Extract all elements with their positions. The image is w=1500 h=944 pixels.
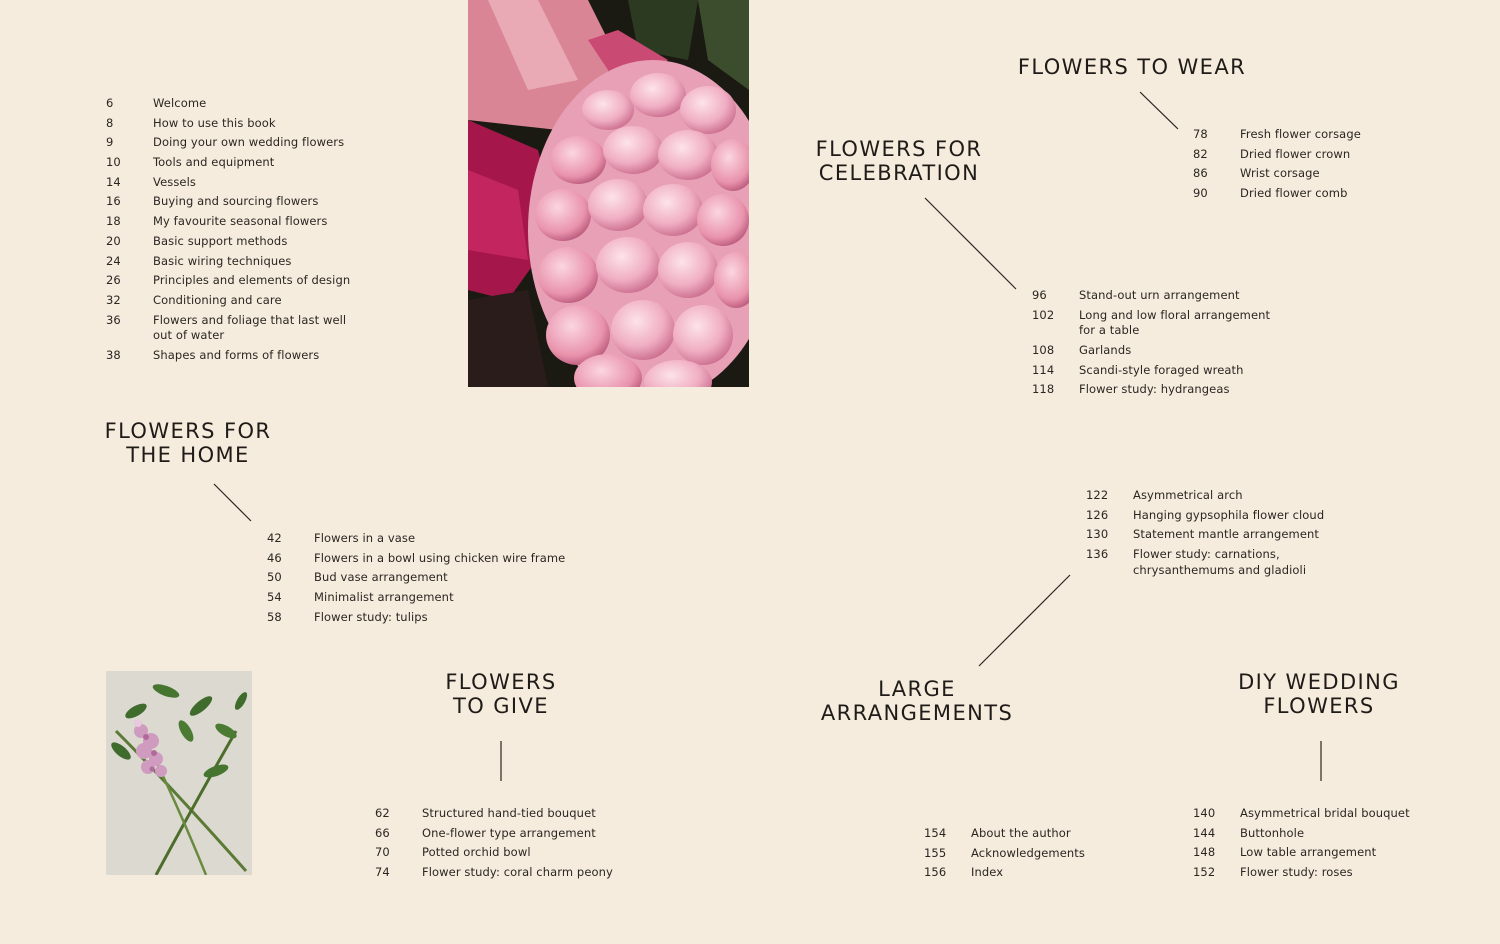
page-number: 140 <box>1193 806 1216 820</box>
endmatter-entry-list <box>924 826 1085 885</box>
toc-entry <box>106 293 350 309</box>
page-number: 20 <box>106 233 121 248</box>
entry-title-line-1: Doing your own wedding flowers <box>153 135 345 150</box>
toc-entry <box>106 234 350 250</box>
give-entry-list <box>375 806 613 885</box>
page-number: 70 <box>375 845 390 860</box>
entry-title-line-1: About the author <box>971 826 1071 840</box>
celebration-heading <box>789 137 1009 185</box>
entry-title-line-1: Scandi-style foraged wreath <box>1079 362 1244 377</box>
entry-title-line-2: for a table <box>1079 323 1140 338</box>
entry-title-line-1: Statement mantle arrangement <box>1133 527 1320 542</box>
page-number: 144 <box>1193 825 1216 840</box>
page-number: 148 <box>1193 845 1216 860</box>
entry-title-line-1: Flowers in a vase <box>314 531 416 545</box>
page-number: 36 <box>106 312 121 327</box>
toc-entry <box>106 135 350 151</box>
celebration-entry-list <box>1032 288 1270 402</box>
entry-title-line-2: chrysanthemums and gladioli <box>1133 562 1307 577</box>
page-number: 78 <box>1193 127 1208 141</box>
entry-title-line-1: Shapes and forms of flowers <box>153 347 320 362</box>
toc-entry <box>106 313 350 344</box>
entry-title-line-1: Potted orchid bowl <box>422 845 531 860</box>
toc-entry <box>106 273 350 289</box>
wedding-heading-line-1: DIY WEDDING <box>1238 670 1400 694</box>
entry-title <box>1133 547 1306 578</box>
entry-title-line-1: Principles and elements of design <box>153 273 351 288</box>
page-number: 54 <box>267 590 282 605</box>
entry-title-line-1: Low table arrangement <box>1240 845 1377 860</box>
entry-title-line-1: Basic wiring techniques <box>153 253 292 268</box>
page-number: 136 <box>1086 547 1109 562</box>
entry-title <box>153 234 287 250</box>
entry-title <box>1240 865 1353 881</box>
entry-title <box>1240 806 1410 822</box>
toc-entry <box>106 175 350 191</box>
toc-entry <box>375 865 613 881</box>
wear-heading <box>1002 55 1262 79</box>
page-number: 86 <box>1193 166 1208 181</box>
wedding-heading-line-2: FLOWERS <box>1263 694 1375 718</box>
entry-title-line-1: One-flower type arrangement <box>422 825 596 840</box>
page-number: 50 <box>267 570 282 585</box>
page-number: 154 <box>924 826 947 840</box>
entry-title-line-1: Vessels <box>153 174 196 189</box>
page-number: 90 <box>1193 186 1208 201</box>
page-number: 26 <box>106 273 121 288</box>
entry-title-line-1: Conditioning and care <box>153 292 282 307</box>
entry-title-line-1: Structured hand-tied bouquet <box>422 806 596 820</box>
page-number: 9 <box>106 135 114 150</box>
page-number: 46 <box>267 550 282 565</box>
page-number: 6 <box>106 96 114 110</box>
toc-entry <box>1086 547 1324 578</box>
toc-entry <box>924 826 1085 842</box>
toc-entry <box>1032 382 1270 398</box>
entry-title-line-1: Long and low floral arrangement <box>1079 307 1271 322</box>
toc-entry <box>106 254 350 270</box>
page-number: 114 <box>1032 362 1055 377</box>
page-number: 24 <box>106 253 121 268</box>
entry-title <box>971 846 1085 862</box>
page-number: 66 <box>375 825 390 840</box>
toc-entry <box>1193 166 1361 182</box>
entry-title <box>314 590 454 606</box>
entry-title <box>314 531 415 547</box>
entry-title-line-1: Dried flower comb <box>1240 186 1348 201</box>
page-number: 32 <box>106 292 121 307</box>
entry-title <box>153 214 327 230</box>
home-connector-line <box>214 484 251 521</box>
entry-title-line-1: Garlands <box>1079 342 1132 357</box>
toc-entry <box>1193 826 1410 842</box>
entry-title-line-1: Wrist corsage <box>1240 166 1320 181</box>
page-number: 62 <box>375 806 390 820</box>
toc-entry <box>106 116 350 132</box>
page-number: 8 <box>106 115 114 130</box>
entry-title <box>153 273 350 289</box>
dahlia-illustration <box>468 0 749 387</box>
entry-title <box>314 610 428 626</box>
entry-title-line-1: Acknowledgements <box>971 845 1085 860</box>
entry-title-line-1: Bud vase arrangement <box>314 570 448 585</box>
entry-title <box>422 826 596 842</box>
entry-title <box>153 175 196 191</box>
home-heading <box>88 419 288 467</box>
page-number: 156 <box>924 865 947 880</box>
entry-title-line-1: Buying and sourcing flowers <box>153 194 319 209</box>
entry-title <box>153 293 282 309</box>
toc-entry <box>1086 488 1324 504</box>
toc-entry <box>375 845 613 861</box>
entry-title <box>1240 166 1320 182</box>
entry-title-line-2: out of water <box>153 328 225 343</box>
toc-entry <box>375 806 613 822</box>
entry-title <box>1133 508 1324 524</box>
stock-flower-illustration <box>106 671 252 875</box>
wear-entry-list <box>1193 127 1361 206</box>
entry-title <box>1240 186 1348 202</box>
wedding-entry-list <box>1193 806 1410 885</box>
entry-title <box>1133 488 1243 504</box>
page-number: 108 <box>1032 342 1055 357</box>
toc-entry <box>924 865 1085 881</box>
entry-title-line-1: Asymmetrical arch <box>1133 488 1243 502</box>
entry-title-line-1: Flower study: roses <box>1240 865 1353 880</box>
page-number: 102 <box>1032 307 1055 322</box>
entry-title <box>1079 343 1131 359</box>
page-number: 118 <box>1032 382 1055 397</box>
large-heading-line-1: LARGE <box>878 677 956 701</box>
toc-entry <box>267 570 565 586</box>
toc-entry <box>106 214 350 230</box>
toc-entry <box>1032 308 1270 339</box>
page-number: 152 <box>1193 865 1216 880</box>
entry-title <box>1079 363 1244 379</box>
entry-title <box>422 806 596 822</box>
entry-title-line-1: How to use this book <box>153 115 276 130</box>
entry-title <box>153 313 346 344</box>
toc-entry <box>267 590 565 606</box>
toc-entry <box>267 551 565 567</box>
toc-entry <box>106 348 350 364</box>
entry-title <box>971 865 1003 881</box>
toc-entry <box>1032 363 1270 379</box>
entry-title <box>1079 288 1240 304</box>
entry-title <box>1240 826 1304 842</box>
toc-entry <box>267 610 565 626</box>
page-number: 10 <box>106 155 121 170</box>
page-number: 38 <box>106 347 121 362</box>
celebration-heading-line-1: FLOWERS FOR <box>815 137 983 161</box>
page-number: 14 <box>106 174 121 189</box>
wear-connector-line <box>1140 92 1178 129</box>
page-number: 130 <box>1086 527 1109 542</box>
large-entry-list <box>1086 488 1324 582</box>
page-number: 82 <box>1193 146 1208 161</box>
dahlia-photo <box>468 0 749 387</box>
intro-entry-list <box>106 96 350 367</box>
entry-title-line-1: Tools and equipment <box>153 155 275 170</box>
entry-title-line-1: Flower study: carnations, <box>1133 547 1280 562</box>
entry-title-line-1: Dried flower crown <box>1240 146 1351 161</box>
entry-title <box>1133 527 1319 543</box>
entry-title-line-1: Asymmetrical bridal bouquet <box>1240 806 1410 820</box>
entry-title-line-1: Flower study: hydrangeas <box>1079 382 1230 397</box>
home-entry-list <box>267 531 565 629</box>
celebration-heading-line-2: CELEBRATION <box>818 161 980 185</box>
entry-title-line-1: Flowers in a bowl using chicken wire frame <box>314 550 566 565</box>
entry-title-line-1: My favourite seasonal flowers <box>153 214 328 229</box>
entry-title <box>1240 127 1361 143</box>
toc-entry <box>1032 343 1270 359</box>
page-number: 18 <box>106 214 121 229</box>
entry-title <box>153 155 274 171</box>
entry-title-line-1: Index <box>971 865 1004 880</box>
large-connector-line <box>979 575 1070 666</box>
toc-entry <box>375 826 613 842</box>
page-number: 74 <box>375 865 390 880</box>
toc-entry <box>106 96 350 112</box>
entry-title <box>153 96 206 112</box>
toc-entry <box>1032 288 1270 304</box>
toc-entry <box>1193 147 1361 163</box>
toc-entry <box>924 846 1085 862</box>
entry-title <box>422 845 531 861</box>
large-heading <box>807 677 1027 725</box>
toc-entry <box>1193 186 1361 202</box>
toc-entry <box>1193 845 1410 861</box>
celebration-connector-line <box>925 198 1016 289</box>
entry-title <box>971 826 1071 842</box>
entry-title <box>153 116 276 132</box>
entry-title-line-1: Fresh flower corsage <box>1240 127 1361 141</box>
toc-entry <box>106 155 350 171</box>
entry-title <box>1240 845 1376 861</box>
page-number: 122 <box>1086 488 1109 502</box>
home-heading-line-2: THE HOME <box>126 443 250 467</box>
entry-title-line-1: Buttonhole <box>1240 825 1305 840</box>
entry-title <box>1079 308 1270 339</box>
page-number: 126 <box>1086 507 1109 522</box>
entry-title <box>153 254 292 270</box>
give-heading-line-1: FLOWERS <box>445 670 557 694</box>
toc-entry <box>1086 527 1324 543</box>
toc-entry <box>106 194 350 210</box>
entry-title <box>153 348 319 364</box>
toc-entry <box>267 531 565 547</box>
stock-flower-photo <box>106 671 252 875</box>
entry-title <box>314 570 448 586</box>
page-number: 42 <box>267 531 282 545</box>
entry-title-line-1: Minimalist arrangement <box>314 590 454 605</box>
page-number: 96 <box>1032 288 1047 302</box>
page-number: 16 <box>106 194 121 209</box>
toc-entry <box>1086 508 1324 524</box>
entry-title <box>314 551 565 567</box>
wedding-heading <box>1209 670 1429 718</box>
page-number: 155 <box>924 845 947 860</box>
toc-entry <box>1193 127 1361 143</box>
entry-title-line-1: Basic support methods <box>153 233 288 248</box>
large-heading-line-2: ARRANGEMENTS <box>820 701 1014 725</box>
entry-title <box>1079 382 1230 398</box>
page-number: 58 <box>267 609 282 624</box>
give-heading-line-2: TO GIVE <box>453 694 549 718</box>
entry-title <box>153 194 318 210</box>
toc-entry <box>1193 865 1410 881</box>
entry-title-line-1: Flower study: coral charm peony <box>422 865 613 880</box>
wear-heading-line-1: FLOWERS TO WEAR <box>1017 55 1247 79</box>
entry-title <box>422 865 613 881</box>
give-heading <box>401 670 601 718</box>
entry-title <box>153 135 344 151</box>
entry-title-line-1: Flowers and foliage that last well <box>153 312 347 327</box>
entry-title-line-1: Flower study: tulips <box>314 609 428 624</box>
entry-title-line-1: Stand-out urn arrangement <box>1079 288 1240 302</box>
entry-title-line-1: Welcome <box>153 96 207 110</box>
toc-entry <box>1193 806 1410 822</box>
entry-title-line-1: Hanging gypsophila flower cloud <box>1133 507 1325 522</box>
entry-title <box>1240 147 1350 163</box>
home-heading-line-1: FLOWERS FOR <box>104 419 272 443</box>
